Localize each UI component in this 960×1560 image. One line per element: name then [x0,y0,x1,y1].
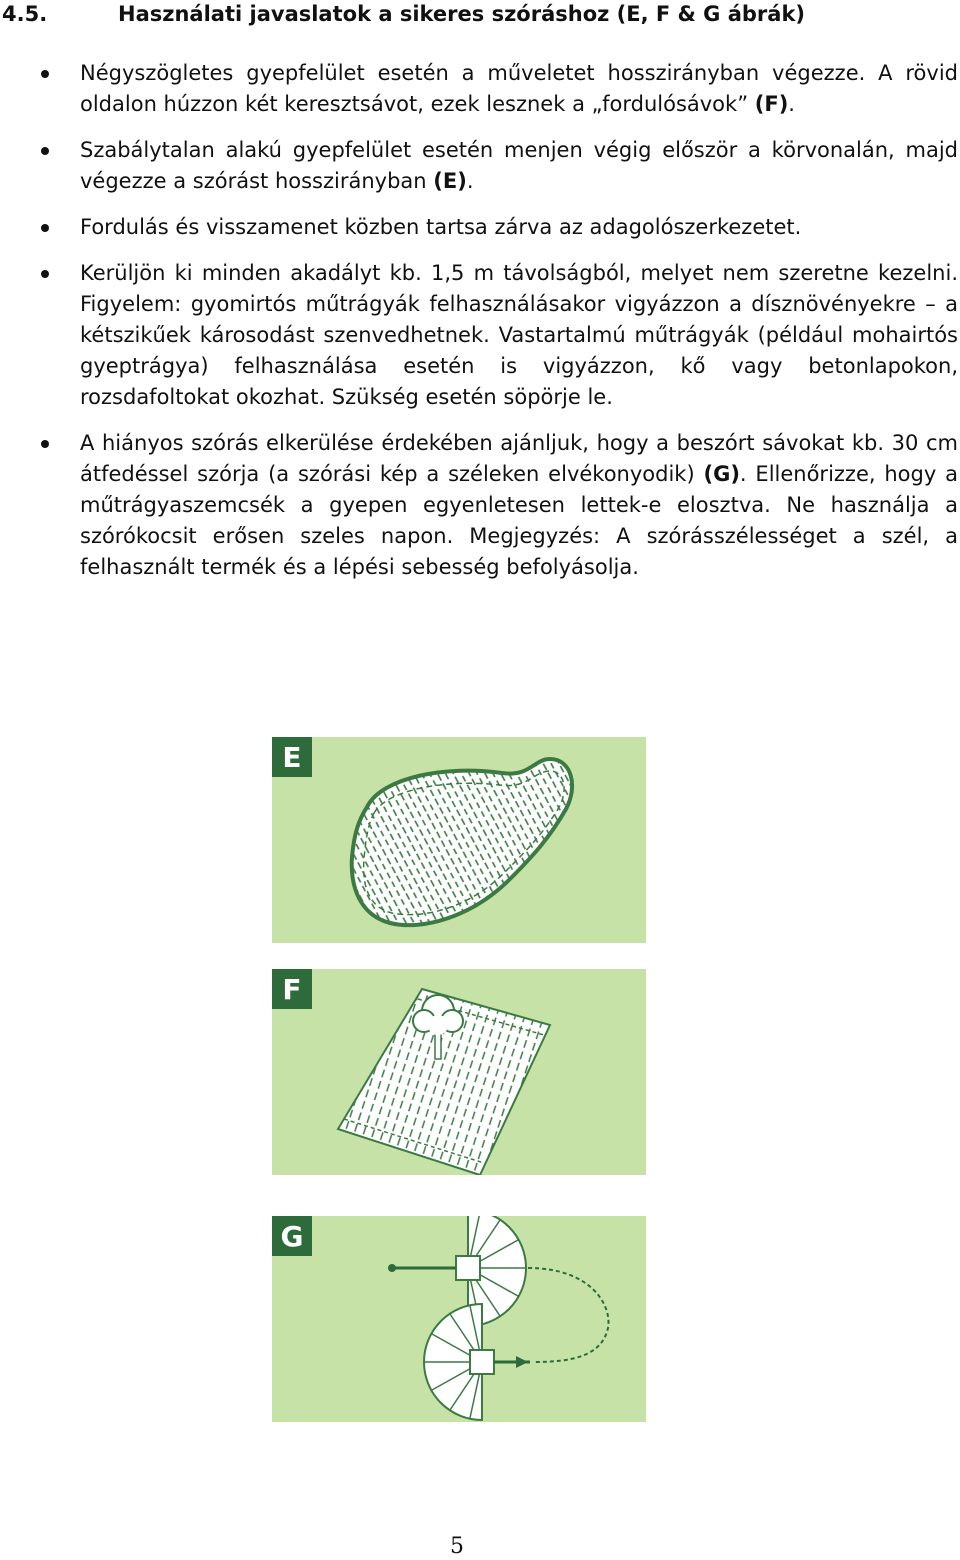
list-item-text: A hiányos szórás elkerülése érdekében ajánljuk, hogy a beszórt sávokat kb. 30 cm átfedéssel szórja (a szórási kép a széleken elvékonyodik) [80,431,958,486]
figure-f-label: F [282,973,302,1006]
list-item-text: Szabálytalan alakú gyepfelület esetén menjen végig először a körvonalán, majd végezze a szórást hosszirányban [80,138,958,193]
list-item-tail: . [788,92,795,116]
list-item [30,135,958,197]
figure-stack [272,737,646,1459]
figure-g-illustration [272,1216,646,1422]
bullet-dot-icon [41,270,49,278]
figure-g-label: G [280,1220,304,1253]
page-number: 5 [450,1534,464,1559]
figure-reference: (F) [754,92,789,116]
section-heading [0,0,960,30]
bullet-dot-icon [41,147,49,155]
list-item-text: Fordulás és visszamenet közben tartsa zárva az adagolószerkezetet. [80,215,802,239]
return-path-arrow [528,1268,608,1362]
list-item [30,258,958,413]
list-item-text: Kerüljön ki minden akadályt kb. 1,5 m távolságból, melyet nem szeretne kezelni. Figyelem: gyomirtós műtrágyák felhasználásakor vigyázzon a dísznövényekre – a kétszikűek károsodást szenvedhetnek. Vastartalmú műtrágyák (például mohairtós gyeptrágya) felhasználása esetén is vigyázzon, kő vagy betonlapokon, rozsdafoltokat okozhat. Szükség esetén söpörje le. [80,261,958,409]
list-item-tail: . [466,169,474,193]
bullet-dot-icon [41,70,49,78]
figure-g-panel [272,1216,646,1422]
figure-f-illustration [272,969,646,1175]
figure-reference: (E) [433,169,467,193]
list-item-tail: . Ellenőrizze, hogy a műtrágyaszemcsék a gyepen egyenletesen lettek-e elosztva. Ne használja a szórókocsit erősen szeles napon. Megjegyzés: A szórásszélességet a szél, a felhasznált termék és a lépési sebesség befolyásolja. [80,462,958,579]
section-title: Használati javaslatok a sikeres szóráshoz (E, F & G ábrák) [118,2,806,26]
figure-f-panel [272,969,646,1175]
figure-e-label: E [282,741,302,774]
bullet-dot-icon [41,440,49,448]
recommendation-list [30,58,958,598]
lower-spread-fan [424,1304,530,1420]
figure-e-illustration [272,737,646,943]
figure-reference: (G) [703,462,740,486]
list-item [30,212,958,243]
list-item [30,428,958,583]
bullet-dot-icon [41,224,49,232]
figure-e-panel [272,737,646,943]
section-number: 4.5. [2,2,48,26]
list-item [30,58,958,120]
list-item-text: Négyszögletes gyepfelület esetén a műveletet hosszirányban végezze. A rövid oldalon húzzon két keresztsávot, ezek lesznek a „fordulósávok” [80,61,958,116]
